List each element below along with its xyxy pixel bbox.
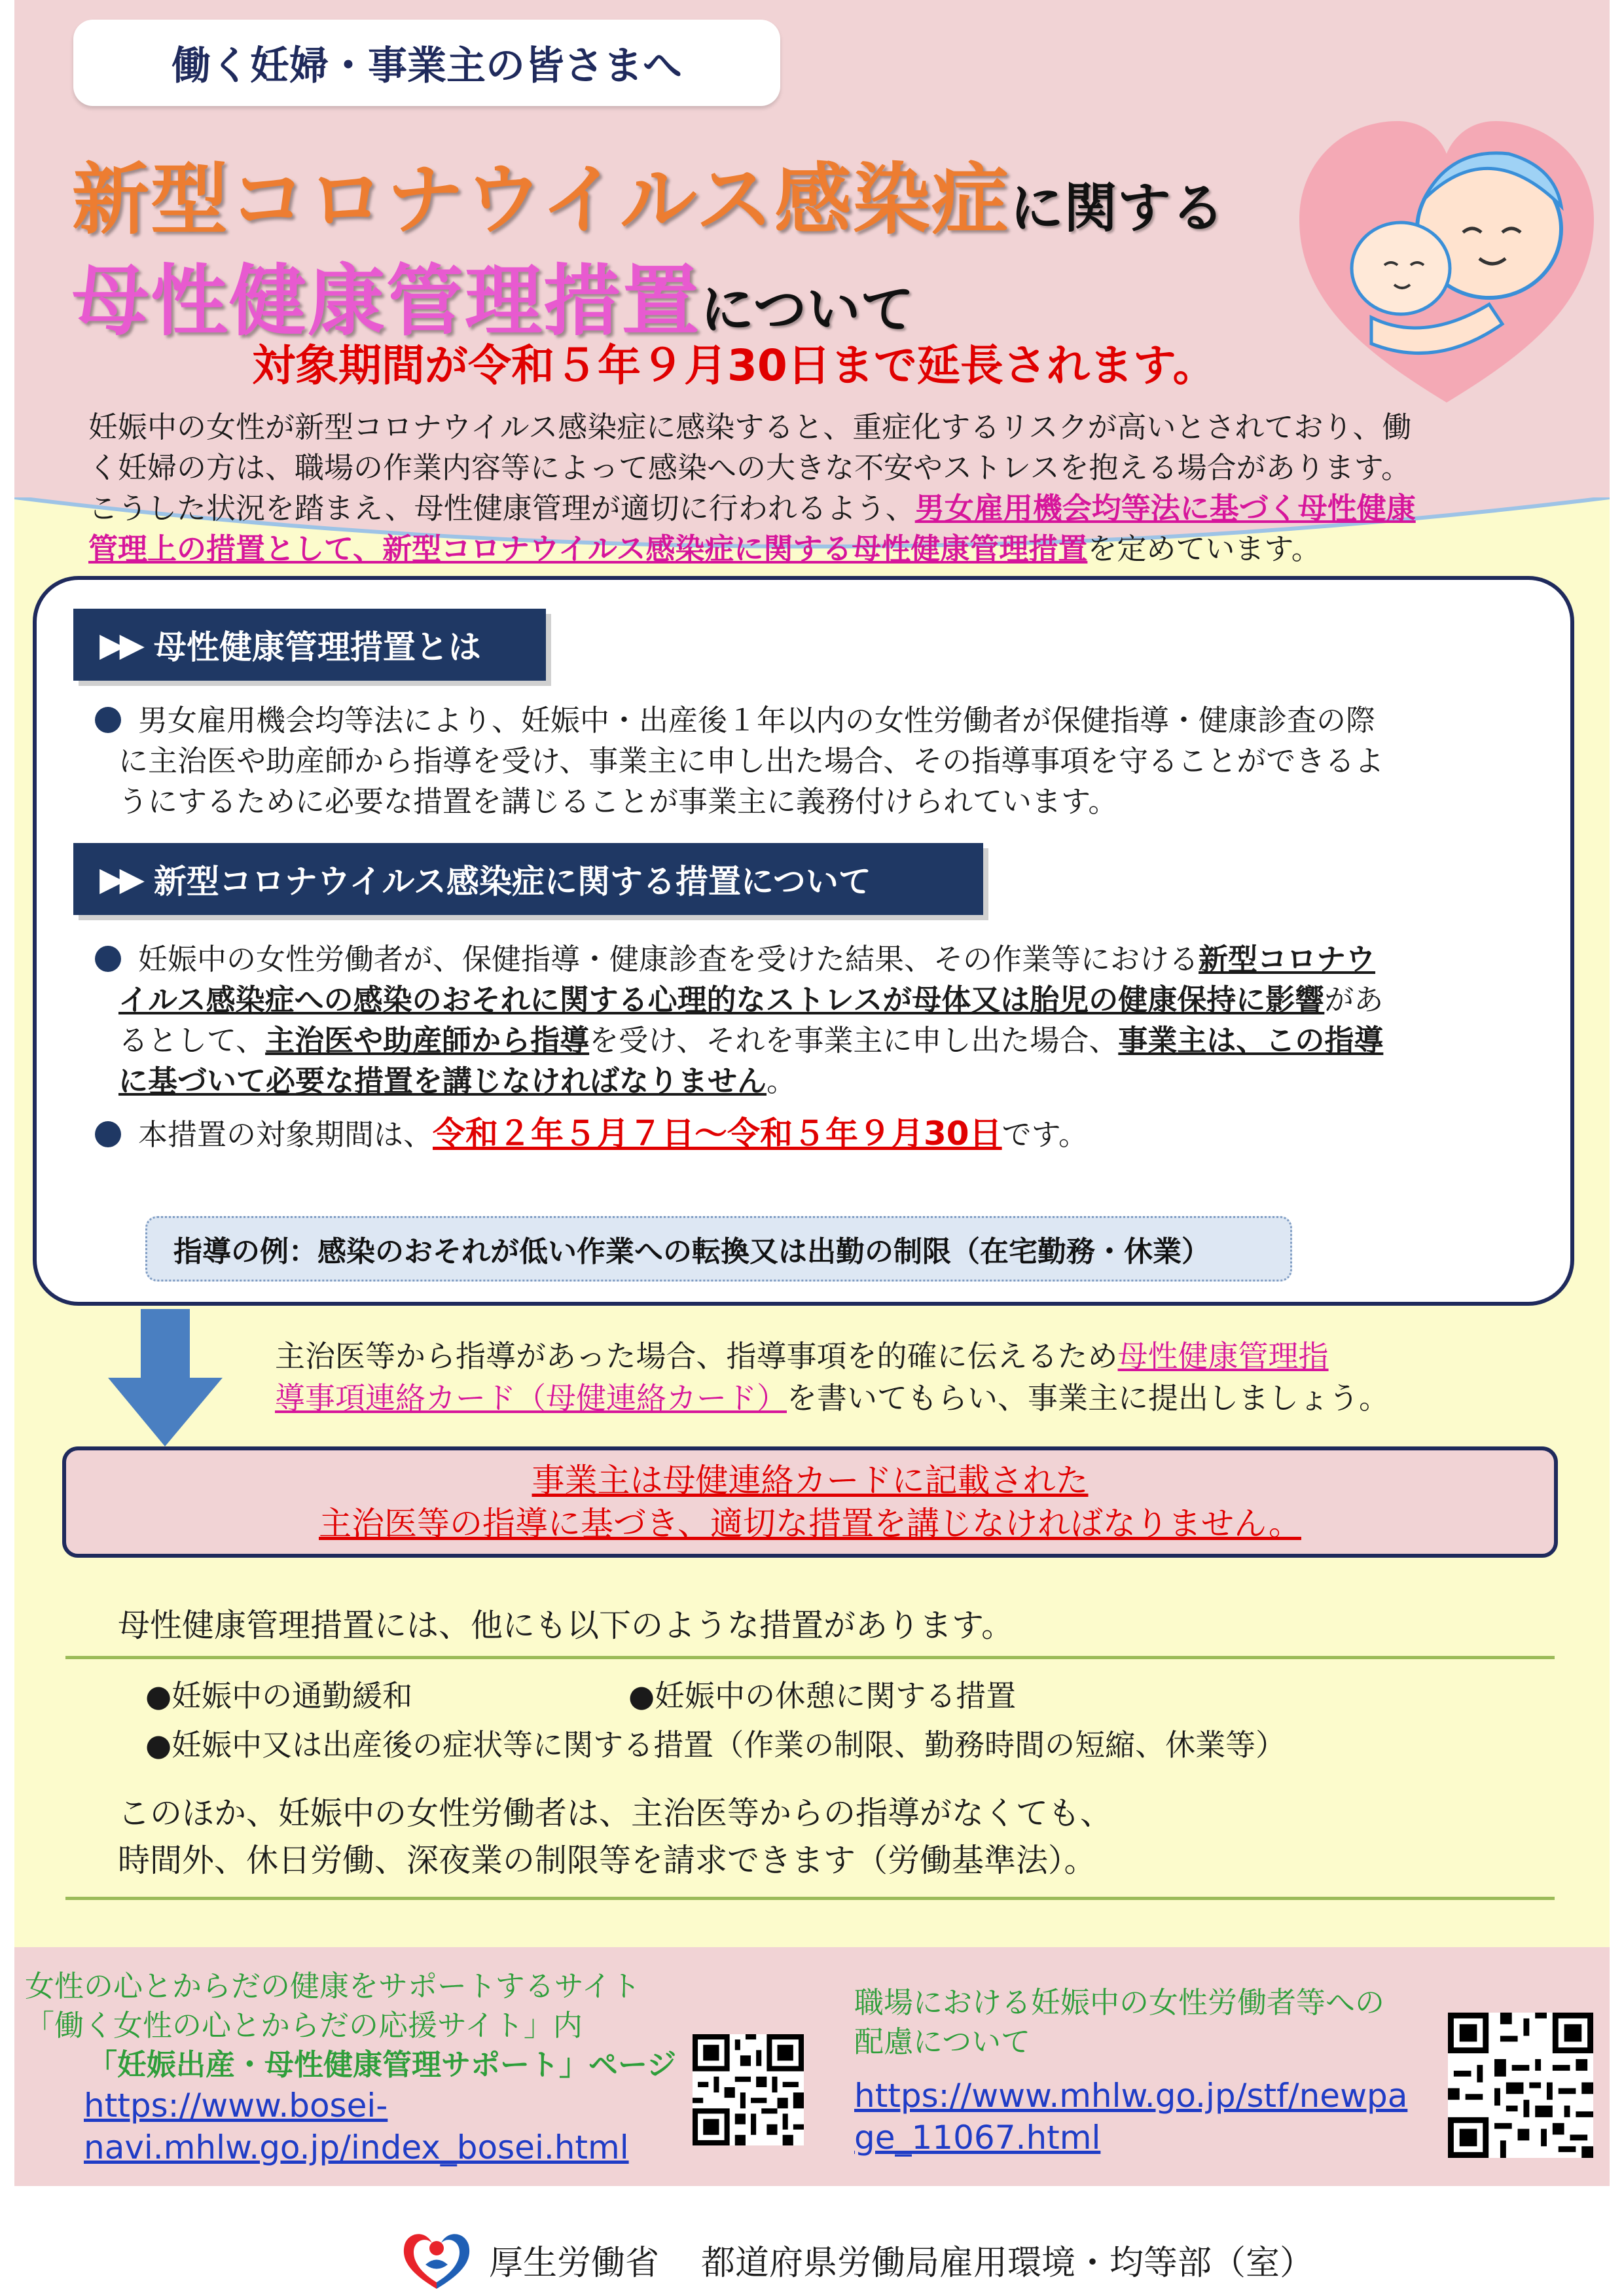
other-measures-heading: 母性健康管理措置には、他にも以下のような措置があります。 [118,1607,1014,1644]
link-description: 職場における妊娠中の女性労働者等への [854,1985,1385,2020]
employer-obligation-line: 事業主は母健連絡カードに記載された [532,1462,1089,1499]
title-suffix-1: に関する [1009,177,1225,240]
card-instruction [275,1335,1389,1419]
card-link-text[interactable]: 母性健康管理指 [1117,1338,1329,1374]
section-heading-covid-measures [73,843,983,915]
section2-text: があ [1324,982,1384,1017]
link-description: 「妊娠出産・母性健康管理サポート」ページ [88,2047,677,2082]
section-heading-what-is [73,609,546,681]
workplace-consideration-links [854,1983,1407,2159]
bullet-icon [95,707,121,733]
employer-obligation-box [62,1446,1558,1558]
section1-line: うにするために必要な措置を講じることが事業主に義務付けられています。 [118,784,1118,819]
divider [65,1656,1555,1659]
title-line-1 [72,137,1225,249]
link-description: 配慮について [854,2024,1031,2059]
closing-paragraph [118,1790,1112,1884]
intro-line: こうした状況を踏まえ、母性健康管理が適切に行われるよう、 [88,491,915,526]
department-name: 都道府県労働局雇用環境・均等部（室） [701,2244,1314,2283]
card-text-plain: を書いてもらい、事業主に提出しましょう。 [787,1380,1389,1416]
link-description: 「働く女性の心とからだの応援サイト」内 [25,2008,583,2043]
support-site-url[interactable]: https://www.bosei- [84,2087,388,2125]
period-label: 本措置の対象期間は、 [138,1117,433,1152]
card-link-text[interactable]: 導事項連絡カード（母健連絡カード） [275,1380,787,1416]
measure-item: ●妊娠中の通勤緩和 [145,1678,413,1713]
section2-emphasis: イルス感染症への感染のおそれに関する心理的なストレスが母体又は胎児の健康保持に影響 [118,982,1325,1017]
section2-emphasis: 主治医や助産師から指導 [265,1023,590,1058]
link-description: 女性の心とからだの健康をサポートするサイト [25,1969,641,2003]
title-covid: 新型コロナウイルス感染症 [72,154,1010,245]
extension-notice: 対象期間が令和５年９月30日まで延長されます。 [252,340,1216,391]
section2-text: るとして、 [118,1023,266,1058]
workplace-url[interactable]: https://www.mhlw.go.jp/stf/newpa [854,2077,1408,2115]
section2-text: 。 [767,1064,797,1098]
play-arrows-icon: ▶▶ [99,626,139,664]
card-text-plain: 主治医等から指導があった場合、指導事項を的確に伝えるため [275,1338,1118,1374]
support-site-url[interactable]: navi.mhlw.go.jp/index_bosei.html [84,2128,629,2166]
support-site-links [25,1967,676,2168]
section1-body [95,700,1384,822]
intro-highlight: 男女雇用機会均等法に基づく母性健康 [914,491,1416,526]
title-suffix-2: について [700,279,914,341]
down-arrow-icon [108,1309,223,1446]
closing-line: このほか、妊娠中の女性労働者は、主治医等からの指導がなくても、 [118,1795,1113,1832]
section2-text: 妊娠中の女性労働者が、保健指導・健康診査を受けた結果、その作業等における [138,942,1199,977]
measure-item: ●妊娠中又は出産後の症状等に関する措置（作業の制限、勤務時間の短縮、休業等） [145,1727,1286,1763]
mother-baby-heart-illustration [1293,108,1600,416]
section1-line: 男女雇用機会均等法により、妊娠中・出産後１年以内の女性労働者が保健指導・健康診査の際 [138,703,1376,738]
bullet-icon [95,1121,121,1147]
section1-line: に主治医や助産師から指導を受け、事業主に申し出た場合、その指導事項を守ることができるよ [118,744,1384,778]
ministry-name: 厚生労働省 [489,2244,660,2283]
section2-text: を受け、それを事業主に申し出た場合、 [589,1023,1119,1058]
intro-line: を定めています。 [1087,531,1321,566]
workplace-url[interactable]: ge_11067.html [854,2119,1101,2157]
employer-obligation-line: 主治医等の指導に基づき、適切な措置を講じなければなりません。 [319,1505,1301,1543]
play-arrows-icon: ▶▶ [99,860,139,898]
bullet-icon [95,946,121,972]
title-maternal-health: 母性健康管理措置 [72,256,701,346]
qr-code-icon[interactable] [1448,2013,1593,2158]
divider [65,1897,1555,1900]
intro-highlight: 管理上の措置として、新型コロナウイルス感染症に関する母性健康管理措置 [88,531,1088,566]
period-suffix: です。 [1001,1117,1089,1152]
section-heading-text: 母性健康管理措置とは [153,628,481,666]
qr-code-icon[interactable] [693,2034,804,2145]
section2-body [95,939,1383,1155]
mhlw-logo-icon [399,2229,475,2291]
target-period: 令和２年５月７日～令和５年９月30日 [433,1115,1002,1153]
measure-item: ●妊娠中の休憩に関する措置 [628,1678,1017,1713]
section2-emphasis: 事業主は、この指導 [1118,1023,1384,1058]
intro-line: く妊婦の方は、職場の作業内容等によって感染への大きな不安やストレスを抱える場合があります。 [88,450,1411,485]
intro-paragraph [88,407,1555,569]
closing-line: 時間外、休日労働、深夜業の制限等を請求できます（労働基準法）。 [118,1842,1096,1879]
issuer-footer [399,2229,1314,2291]
section2-emphasis: に基づいて必要な措置を講じなければなりません [118,1064,767,1098]
section2-emphasis: 新型コロナウ [1199,942,1376,977]
section-heading-text: 新型コロナウイルス感染症に関する措置について [153,863,871,901]
intro-line: 妊娠中の女性が新型コロナウイルス感染症に感染すると、重症化するリスクが高いとされており、働 [88,410,1412,444]
guidance-example-box: 指導の例：感染のおそれが低い作業への転換又は出勤の制限（在宅勤務・休業） [145,1216,1292,1282]
audience-tab: 働く妊婦・事業主の皆さまへ [73,20,780,106]
